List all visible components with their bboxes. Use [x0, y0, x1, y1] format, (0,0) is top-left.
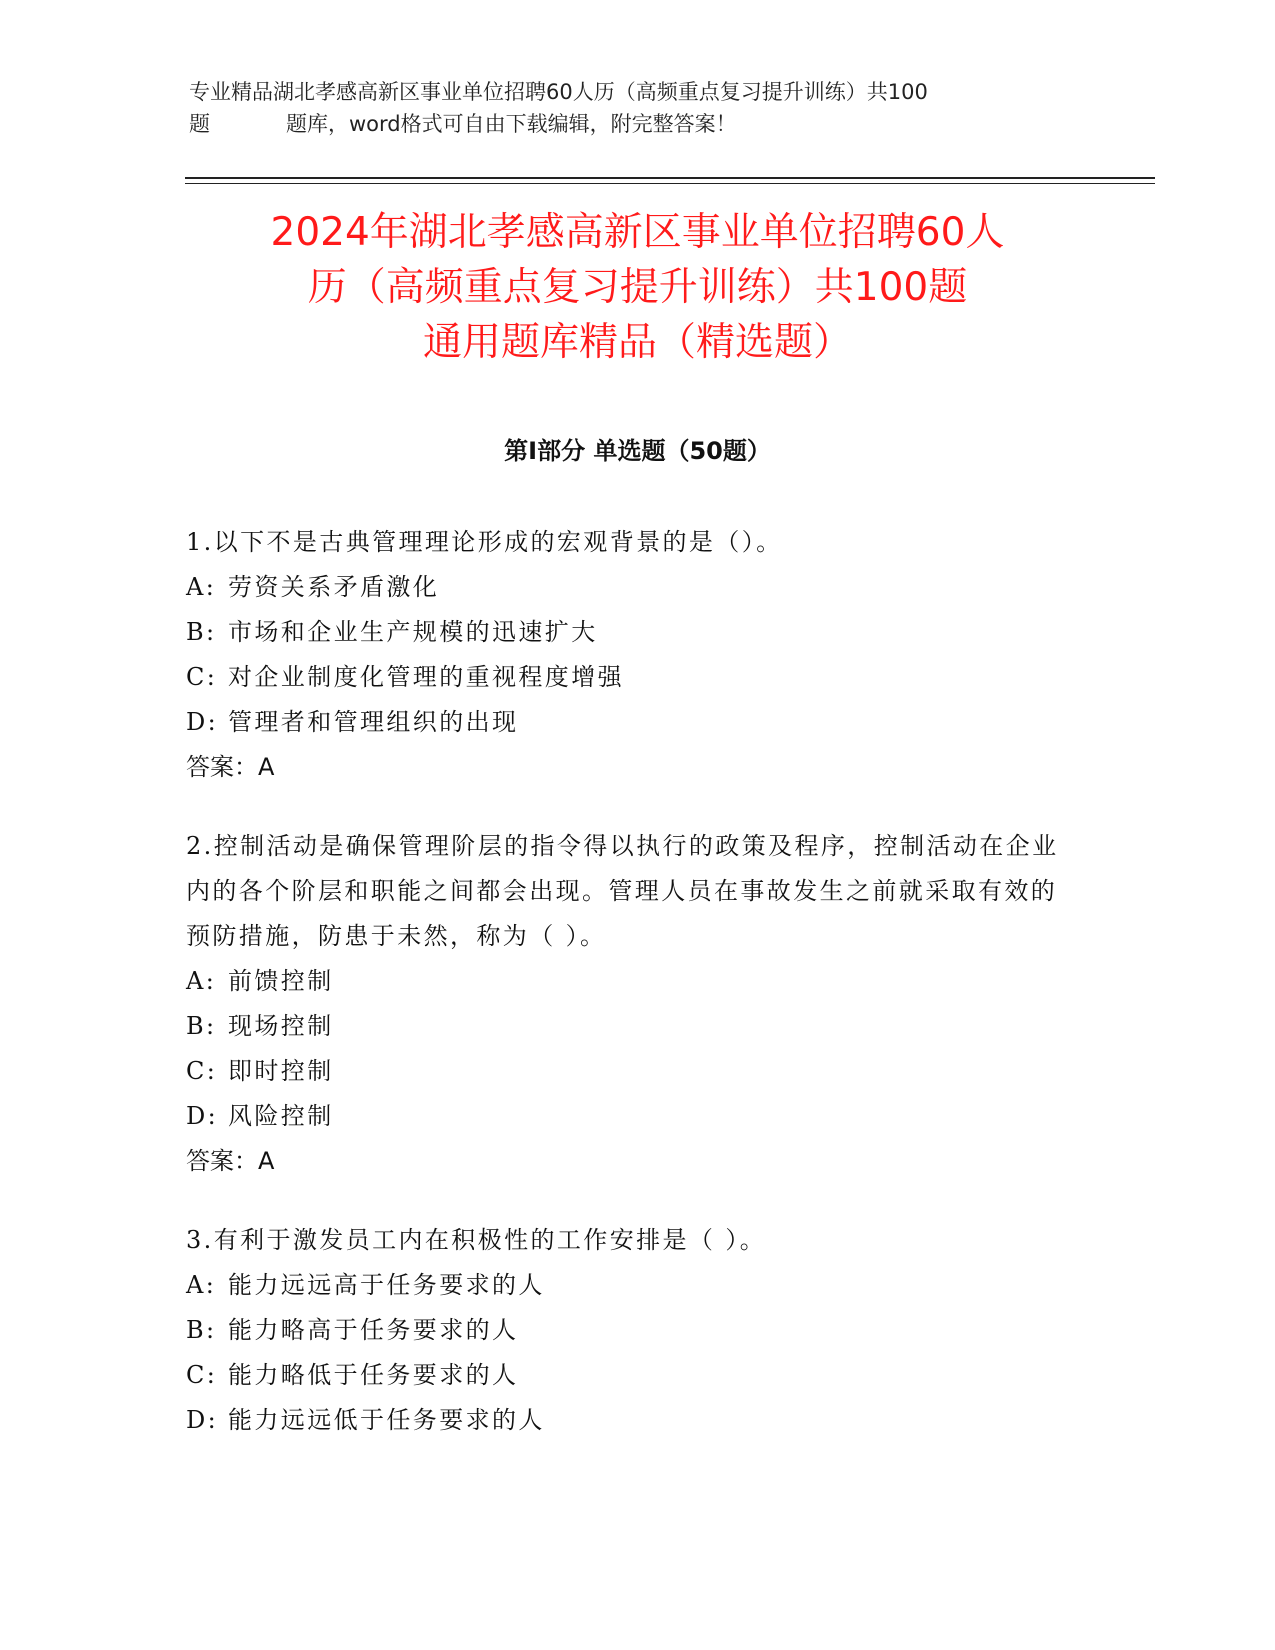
option-key: B: — [186, 618, 217, 646]
header-divider-thin — [185, 183, 1155, 184]
document-header-note — [189, 76, 1089, 140]
option-key: C: — [186, 1361, 218, 1389]
option-key: B: — [186, 1316, 217, 1344]
option-key: C: — [186, 663, 218, 691]
option-d — [186, 1094, 1066, 1139]
option-key: A: — [186, 1271, 217, 1299]
header-note-line-2 — [189, 108, 1089, 140]
option-d — [186, 700, 1066, 745]
title-line-3: 通用题库精品（精选题） — [422, 320, 852, 365]
option-c — [186, 1049, 1066, 1094]
question-3 — [186, 1218, 1066, 1443]
question-1 — [186, 520, 1066, 790]
answer-line: 答案：A — [186, 753, 275, 781]
option-text: 能力略低于任务要求的人 — [228, 1361, 519, 1389]
question-stem: 2.控制活动是确保管理阶层的指令得以执行的政策及程序，控制活动在企业内的各个阶层和职能之间都会出现。管理人员在事故发生之前就采取有效的预防措施，防患于未然，称为（ ）。 — [186, 832, 1059, 950]
option-text: 管理者和管理组织的出现 — [228, 708, 519, 736]
answer-line: 答案：A — [186, 1147, 275, 1175]
option-a — [186, 959, 1066, 1004]
option-key: B: — [186, 1012, 217, 1040]
option-key: C: — [186, 1057, 218, 1085]
option-text: 劳资关系矛盾激化 — [228, 573, 440, 601]
option-key: A: — [186, 573, 217, 601]
option-b — [186, 1004, 1066, 1049]
header-note-line-2-rest: 题库，word格式可自由下载编辑，附完整答案！ — [286, 112, 737, 136]
header-note-line-2-start: 题 — [189, 112, 210, 136]
option-text: 能力略高于任务要求的人 — [228, 1316, 519, 1344]
question-2 — [186, 824, 1066, 1184]
option-text: 前馈控制 — [228, 967, 334, 995]
option-c — [186, 655, 1066, 700]
option-b — [186, 610, 1066, 655]
title-line-2: 历（高频重点复习提升训练）共100题 — [307, 265, 968, 310]
option-c — [186, 1353, 1066, 1398]
section-heading: 第Ⅰ部分 单选题（50题） — [504, 437, 771, 465]
option-key: A: — [186, 967, 217, 995]
question-stem: 1.以下不是古典管理理论形成的宏观背景的是（）。 — [186, 528, 783, 556]
header-divider-thick — [185, 177, 1155, 179]
option-text: 对企业制度化管理的重视程度增强 — [228, 663, 624, 691]
header-note-line-1: 专业精品湖北孝感高新区事业单位招聘60人历（高频重点复习提升训练）共100 — [189, 80, 928, 104]
option-text: 市场和企业生产规模的迅速扩大 — [228, 618, 598, 646]
question-stem: 3.有利于激发员工内在积极性的工作安排是（ ）。 — [186, 1226, 767, 1254]
title-line-1: 2024年湖北孝感高新区事业单位招聘60人 — [270, 210, 1005, 255]
option-d — [186, 1398, 1066, 1443]
option-text: 即时控制 — [228, 1057, 334, 1085]
option-text: 风险控制 — [228, 1102, 334, 1130]
option-key: D: — [186, 1406, 219, 1434]
option-a — [186, 1263, 1066, 1308]
option-key: D: — [186, 708, 219, 736]
option-b — [186, 1308, 1066, 1353]
option-text: 能力远远高于任务要求的人 — [228, 1271, 545, 1299]
option-text: 现场控制 — [228, 1012, 334, 1040]
option-a — [186, 565, 1066, 610]
question-list — [186, 520, 1066, 1477]
option-text: 能力远远低于任务要求的人 — [228, 1406, 545, 1434]
option-key: D: — [186, 1102, 219, 1130]
document-title — [150, 205, 1125, 370]
